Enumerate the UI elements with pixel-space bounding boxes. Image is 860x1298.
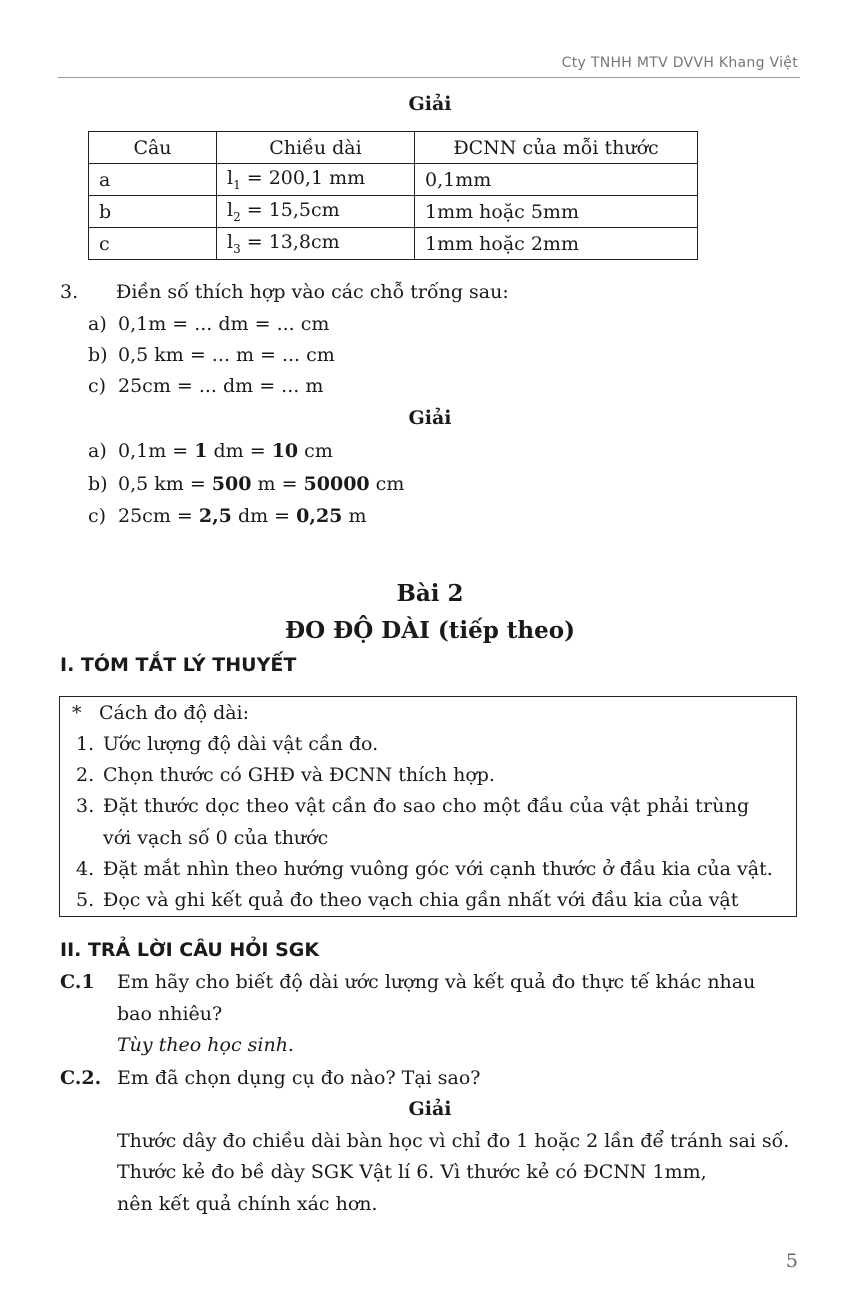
- cell-dcnn: 0,1mm: [415, 164, 698, 196]
- exercise-item: c) 25cm = ... dm = ... m: [88, 375, 324, 397]
- box-step-continuation: với vạch số 0 của thước: [103, 827, 329, 849]
- solution-heading: Giải: [408, 93, 452, 115]
- lesson-title: ĐO ĐỘ DÀI (tiếp theo): [284, 617, 575, 644]
- section-2-title: II. TRẢ LỜI CÂU HỎI SGK: [60, 939, 320, 961]
- cell-dcnn: 1mm hoặc 2mm: [415, 228, 698, 260]
- cell-cau: b: [89, 196, 217, 228]
- cell-dcnn: 1mm hoặc 5mm: [415, 196, 698, 228]
- table-header-row: [89, 132, 698, 164]
- answer-item: c) 25cm = 2,5 dm = 0,25 m: [88, 505, 367, 527]
- table-row: [89, 228, 698, 260]
- col-header-length: Chiều dài: [217, 132, 415, 164]
- answer-c2-line: nên kết quả chính xác hơn.: [117, 1193, 378, 1215]
- box-step: 4. Đặt mắt nhìn theo hướng vuông góc với cạnh thước ở đầu kia của vật.: [76, 858, 773, 880]
- col-header-cau: Câu: [89, 132, 217, 164]
- lesson-number: Bài 2: [396, 580, 464, 607]
- box-step: 5. Đọc và ghi kết quả đo theo vạch chia gần nhất với đầu kia của vật: [76, 889, 739, 911]
- answer-item: b) 0,5 km = 500 m = 50000 cm: [88, 473, 405, 495]
- answer-c2-line: Thước kẻ đo bề dày SGK Vật lí 6. Vì thước kẻ có ĐCNN 1mm,: [117, 1161, 707, 1183]
- solution-heading: Giải: [408, 1098, 452, 1120]
- page-number: 5: [785, 1250, 798, 1272]
- col-header-dcnn: ĐCNN của mỗi thước: [415, 132, 698, 164]
- cell-cau: c: [89, 228, 217, 260]
- question-c1: C.1 Em hãy cho biết độ dài ước lượng và kết quả đo thực tế khác nhau: [60, 971, 756, 993]
- answer-table: [88, 131, 698, 260]
- exercise-item: a) 0,1m = ... dm = ... cm: [88, 313, 330, 335]
- cell-cau: a: [89, 164, 217, 196]
- exercise-3-prompt: 3. Điền số thích hợp vào các chỗ trống sau:: [60, 281, 509, 303]
- table-row: [89, 196, 698, 228]
- box-step: 3. Đặt thước dọc theo vật cần đo sao cho một đầu của vật phải trùng: [76, 795, 750, 817]
- question-c2: C.2. Em đã chọn dụng cụ đo nào? Tại sao?: [60, 1067, 481, 1089]
- solution-heading: Giải: [408, 407, 452, 429]
- section-1-title: I. TÓM TẮT LÝ THUYẾT: [60, 654, 297, 676]
- question-c1-continuation: bao nhiêu?: [117, 1003, 223, 1025]
- answer-c2-line: Thước dây đo chiều dài bàn học vì chỉ đo 1 hoặc 2 lần để tránh sai số.: [117, 1130, 790, 1152]
- box-intro: * Cách đo độ dài:: [72, 702, 250, 724]
- header-rule: [58, 77, 800, 78]
- answer-item: a) 0,1m = 1 dm = 10 cm: [88, 440, 333, 462]
- answer-c1: Tùy theo học sinh.: [117, 1034, 294, 1056]
- cell-length: $l_1 = 200,1$ mm: [217, 164, 415, 196]
- cell-length: $l_3 = 13,8cm$: [217, 228, 415, 260]
- table-row: [89, 164, 698, 196]
- cell-length: $l_2 = 15,5cm$: [217, 196, 415, 228]
- box-step: 1. Ước lượng độ dài vật cần đo.: [76, 733, 379, 755]
- box-step: 2. Chọn thước có GHĐ và ĐCNN thích hợp.: [76, 764, 495, 786]
- exercise-item: b) 0,5 km = ... m = ... cm: [88, 344, 335, 366]
- running-header: Cty TNHH MTV DVVH Khang Việt: [561, 55, 798, 71]
